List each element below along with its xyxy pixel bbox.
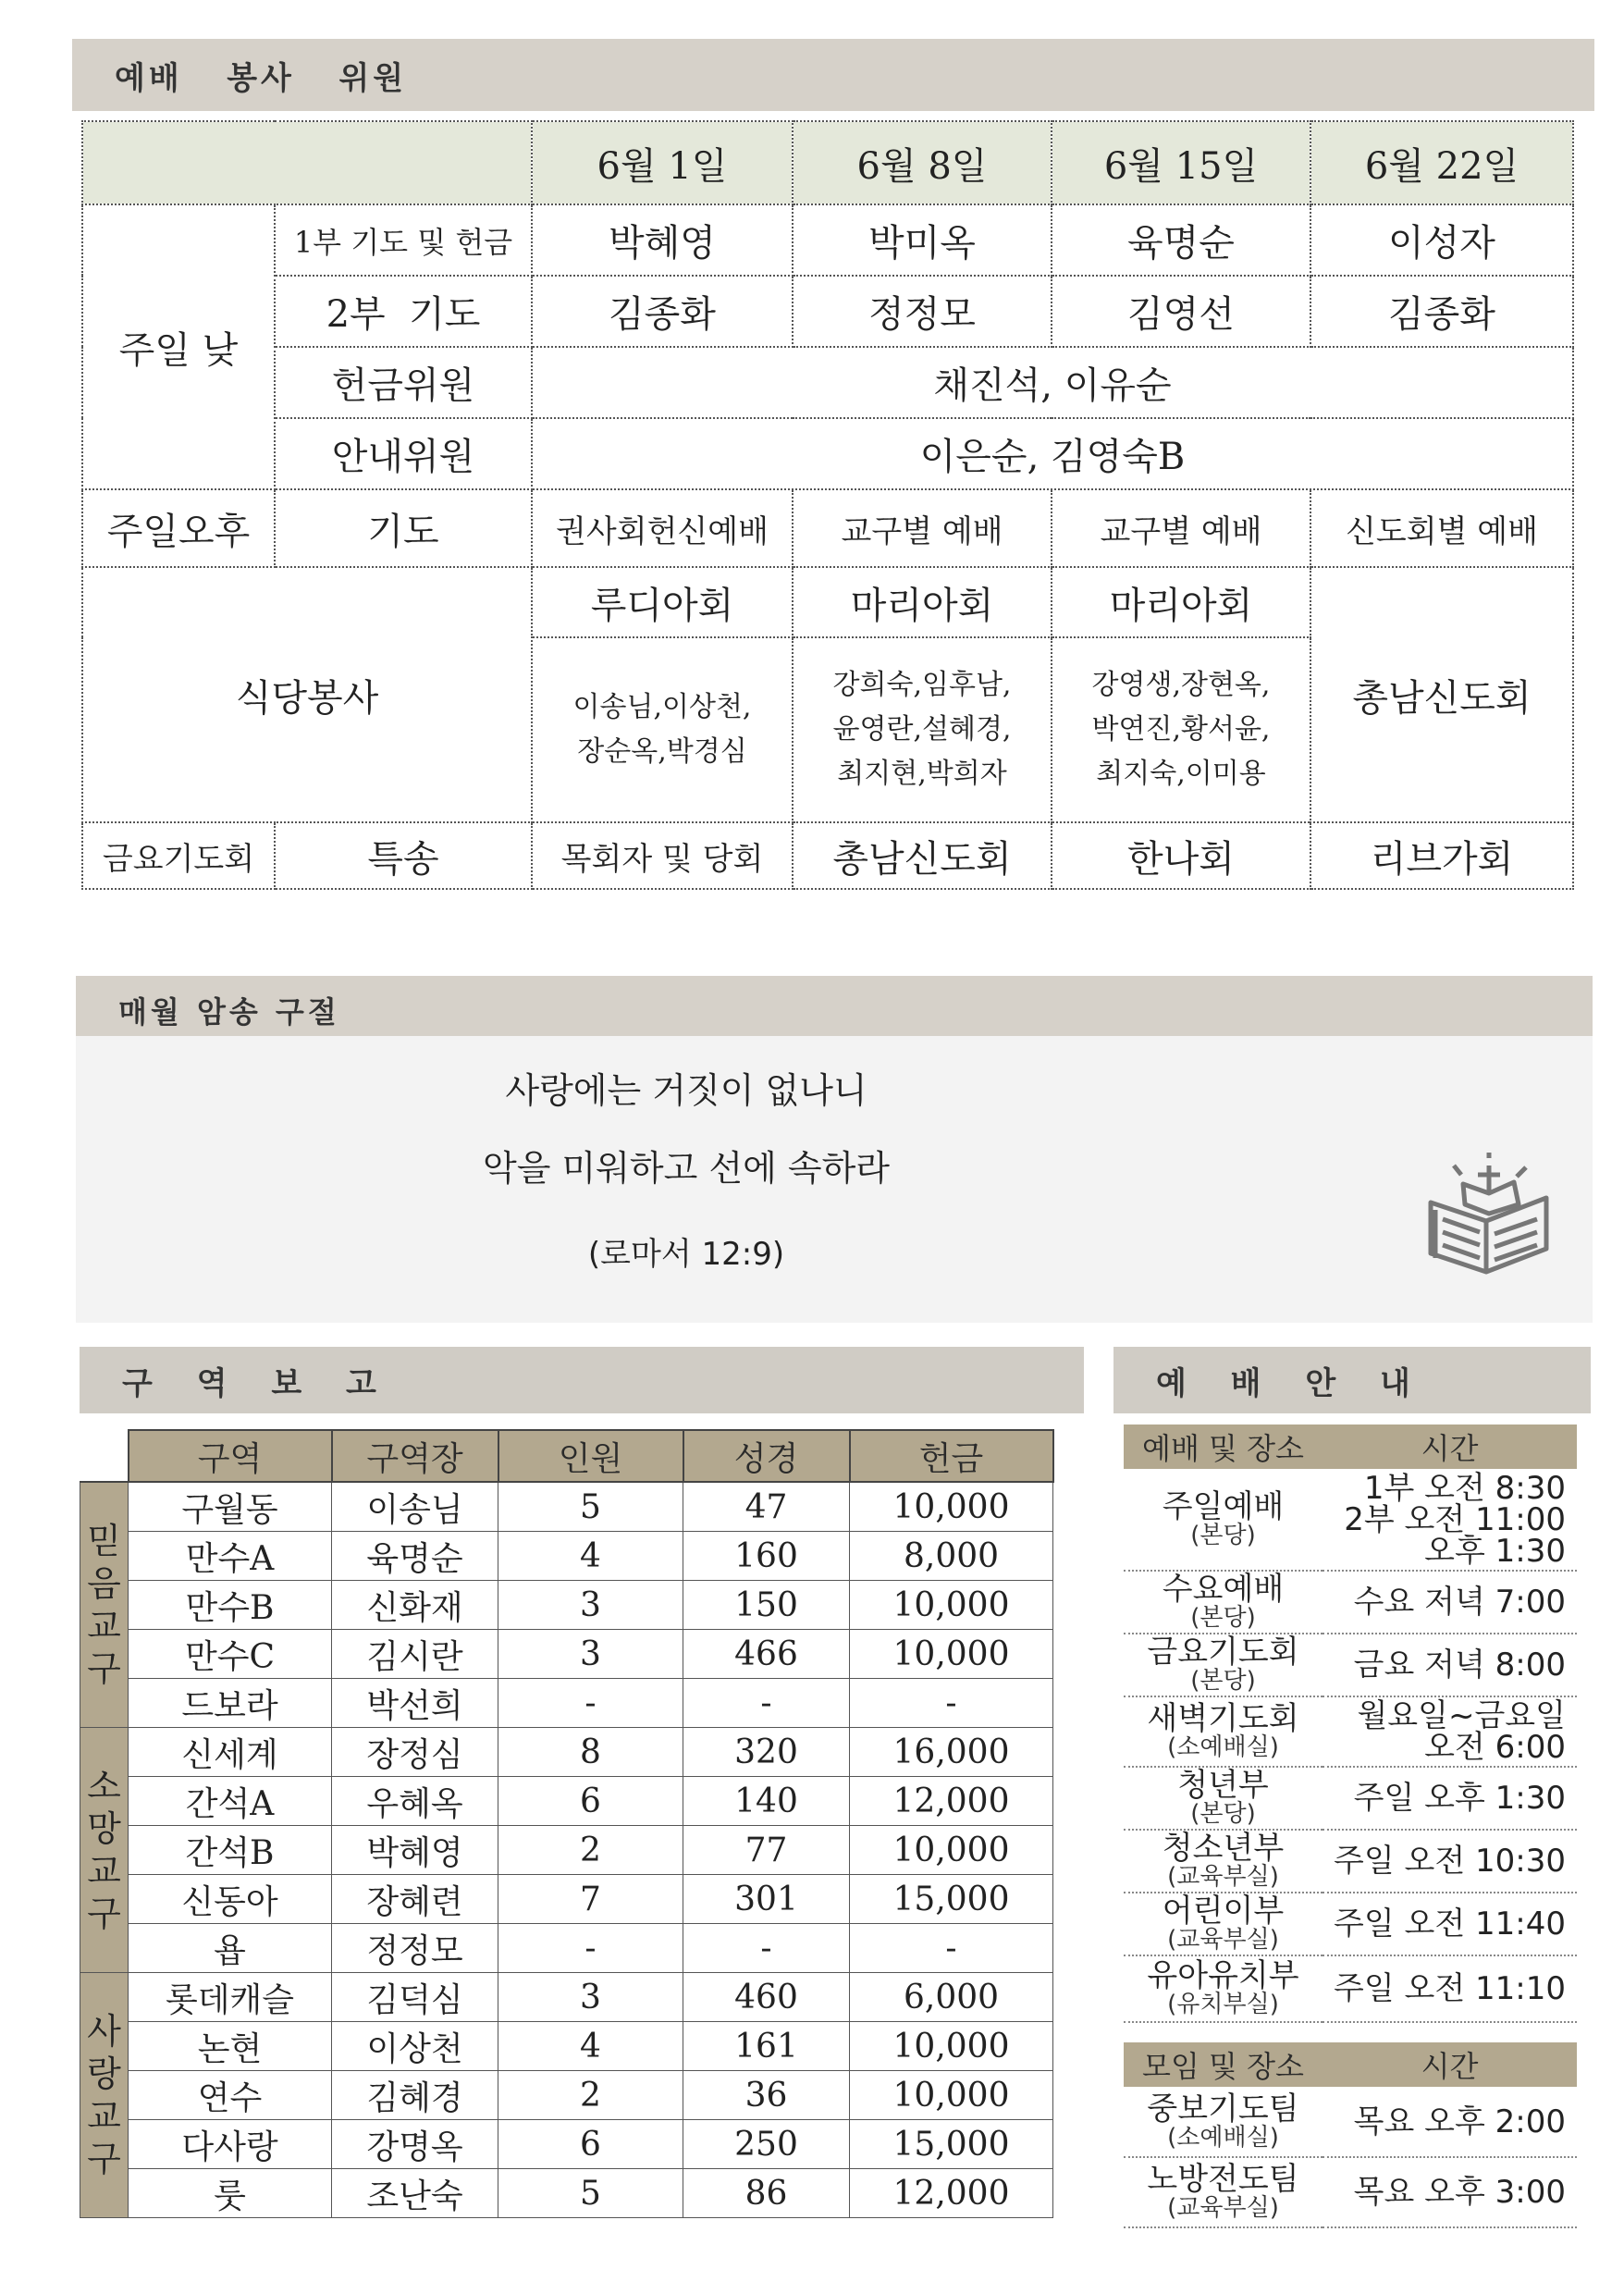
name-cell: 김종화 <box>1310 276 1573 347</box>
cafeteria-label: 식당봉사 <box>82 567 532 822</box>
member-line: 장순옥,박경심 <box>577 735 747 768</box>
schedule-name-cell <box>1124 1634 1323 1696</box>
worship-title: 예 배 안 내 <box>1156 1364 1427 1402</box>
service-place: (본당) <box>1190 1667 1256 1695</box>
name-cell: 정정모 <box>793 276 1052 347</box>
name-cell: 김영선 <box>1052 276 1310 347</box>
col-header: 시간 <box>1323 1424 1577 1469</box>
district-body <box>80 1482 1053 2218</box>
table-cell: 466 <box>683 1630 850 1679</box>
table-cell: 86 <box>683 2169 850 2218</box>
service-place: (본당) <box>1190 1521 1256 1549</box>
schedule-row <box>1124 1893 1577 1955</box>
table-cell: 신세계 <box>129 1728 332 1777</box>
schedule-name-cell <box>1124 1767 1323 1830</box>
verse-box <box>76 1036 1593 1323</box>
table-cell: 36 <box>683 2071 850 2120</box>
member-line: 최지숙,이미용 <box>1096 758 1266 790</box>
table-cell: 47 <box>683 1482 850 1532</box>
service-name: 주일예배 <box>1162 1487 1285 1525</box>
table-cell: 5 <box>498 1482 683 1532</box>
table-row <box>80 1777 1053 1826</box>
role-label: 안내위원 <box>275 418 532 489</box>
service-place: (교육부실) <box>1167 2194 1279 2222</box>
schedule-name-cell <box>1124 1571 1323 1634</box>
service-time: 주일 오전 10:30 <box>1323 1830 1577 1893</box>
service-time: 수요 저녁 7:00 <box>1323 1571 1577 1634</box>
table-cell: 10,000 <box>850 1630 1053 1679</box>
table-row <box>80 1728 1053 1777</box>
table-cell: 5 <box>498 2169 683 2218</box>
table-cell: 4 <box>498 2022 683 2071</box>
member-line: 최지현,박희자 <box>837 758 1007 790</box>
table-cell: 연수 <box>129 2071 332 2120</box>
table-cell: 김덕심 <box>332 1973 498 2022</box>
name-cell: 육명순 <box>1052 204 1310 276</box>
parish-label: 사랑교구 <box>80 1973 129 2218</box>
verse-reference: (로마서 12:9) <box>587 1236 785 1273</box>
name-cell: 이성자 <box>1310 204 1573 276</box>
table-cell: 460 <box>683 1973 850 2022</box>
table-row <box>80 1875 1053 1924</box>
district-table <box>80 1429 1054 2218</box>
schedule-row <box>1124 1634 1577 1696</box>
role-label: 특송 <box>275 822 532 889</box>
role-label: 2부 기도 <box>275 276 532 347</box>
table-cell: 만수C <box>129 1630 332 1679</box>
schedule-name-cell <box>1124 2087 1323 2157</box>
schedule-row <box>1124 1469 1577 1571</box>
offering-committee-names: 채진석, 이유순 <box>532 347 1573 418</box>
table-cell: - <box>683 1679 850 1728</box>
service-place: (소예배실) <box>1167 1733 1279 1761</box>
service-time: 목요 오후 2:00 <box>1323 2087 1577 2157</box>
table-row <box>80 2169 1053 2218</box>
friday-label: 금요기도회 <box>82 822 275 889</box>
table-row <box>80 2120 1053 2169</box>
meeting-table <box>1124 2042 1577 2228</box>
cafeteria-members <box>532 637 793 822</box>
parish-label: 소망교구 <box>80 1728 129 1973</box>
table-cell: 이송님 <box>332 1482 498 1532</box>
cafeteria-group: 루디아회 <box>532 567 793 637</box>
service-place: (본당) <box>1190 1604 1256 1632</box>
table-cell: 논현 <box>129 2022 332 2071</box>
table-cell: 3 <box>498 1581 683 1630</box>
table-cell: 250 <box>683 2120 850 2169</box>
role-label: 헌금위원 <box>275 347 532 418</box>
verse-line-1: 사랑에는 거짓이 없나니 <box>505 1070 867 1111</box>
header-blank <box>82 121 532 204</box>
serving-table <box>81 120 1574 890</box>
table-cell: 140 <box>683 1777 850 1826</box>
service-place: (교육부실) <box>1167 1863 1279 1891</box>
table-cell: 6 <box>498 1777 683 1826</box>
col-header: 성경 <box>683 1430 850 1482</box>
name-cell: 리브가회 <box>1310 822 1573 889</box>
worship-table <box>1124 1424 1577 2023</box>
table-cell: - <box>498 1679 683 1728</box>
date-4: 6월 22일 <box>1310 121 1573 204</box>
col-header: 구역 <box>129 1430 332 1482</box>
table-cell: 10,000 <box>850 1581 1053 1630</box>
table-cell: 150 <box>683 1581 850 1630</box>
verse-title: 매월 암송 구절 <box>118 994 340 1030</box>
table-cell: 320 <box>683 1728 850 1777</box>
member-line: 박연진,황서윤, <box>1091 713 1271 746</box>
name-cell: 한나회 <box>1052 822 1310 889</box>
date-3: 6월 15일 <box>1052 121 1310 204</box>
service-place: (본당) <box>1190 1800 1256 1828</box>
service-name: 청소년부 <box>1162 1830 1285 1867</box>
member-line: 강희숙,임후남, <box>832 669 1012 701</box>
member-line: 이송님,이상천, <box>572 691 752 723</box>
table-cell: 신화재 <box>332 1581 498 1630</box>
table-cell: 육명순 <box>332 1532 498 1581</box>
name-cell: 총남신도회 <box>793 822 1052 889</box>
cafeteria-members <box>1052 637 1310 822</box>
table-cell: 6,000 <box>850 1973 1053 2022</box>
table-row <box>80 1924 1053 1973</box>
table-cell: 10,000 <box>850 2071 1053 2120</box>
table-cell: 욥 <box>129 1924 332 1973</box>
serving-title: 예배 봉사 위원 <box>115 59 408 97</box>
schedule-name-cell <box>1124 2157 1323 2227</box>
sunday-day-label: 주일 낮 <box>82 204 275 489</box>
table-cell: 15,000 <box>850 2120 1053 2169</box>
service-name: 어린이부 <box>1162 1893 1285 1930</box>
table-cell: 8,000 <box>850 1532 1053 1581</box>
bible-icon <box>1417 1147 1556 1276</box>
schedule-row <box>1124 1696 1577 1767</box>
table-cell: 신동아 <box>129 1875 332 1924</box>
col-header: 시간 <box>1323 2042 1577 2087</box>
name-cell: 신도회별 예배 <box>1310 489 1573 567</box>
table-cell: 161 <box>683 2022 850 2071</box>
name-cell: 김종화 <box>532 276 793 347</box>
table-cell: 김혜경 <box>332 2071 498 2120</box>
table-cell: 드보라 <box>129 1679 332 1728</box>
cafeteria-last: 총남신도회 <box>1310 567 1573 822</box>
verse-line-2: 악을 미워하고 선에 속하라 <box>482 1148 891 1189</box>
table-cell: 12,000 <box>850 2169 1053 2218</box>
table-cell: 간석A <box>129 1777 332 1826</box>
col-header: 구역장 <box>332 1430 498 1482</box>
table-cell: 강명옥 <box>332 2120 498 2169</box>
service-place: (소예배실) <box>1167 2123 1279 2152</box>
service-time: 주일 오전 11:40 <box>1323 1893 1577 1955</box>
table-cell: 롯데캐슬 <box>129 1973 332 2022</box>
service-time: 금요 저녁 8:00 <box>1323 1634 1577 1696</box>
service-place: (교육부실) <box>1167 1926 1279 1954</box>
header-blank <box>80 1430 129 1482</box>
verse-section-header <box>76 976 1593 1044</box>
table-cell: 7 <box>498 1875 683 1924</box>
table-cell: 다사랑 <box>129 2120 332 2169</box>
table-cell: 우혜옥 <box>332 1777 498 1826</box>
table-cell: 10,000 <box>850 1482 1053 1532</box>
service-time: 월요일~금요일 오전 6:00 <box>1323 1696 1577 1767</box>
schedule-name-cell <box>1124 1955 1323 2022</box>
cafeteria-group: 마리아회 <box>1052 567 1310 637</box>
service-time: 주일 오후 1:30 <box>1323 1767 1577 1830</box>
name-cell: 박미옥 <box>793 204 1052 276</box>
col-header: 모임 및 장소 <box>1124 2042 1323 2087</box>
schedule-row <box>1124 2157 1577 2227</box>
col-header: 인원 <box>498 1430 683 1482</box>
table-cell: 룻 <box>129 2169 332 2218</box>
name-cell: 박혜영 <box>532 204 793 276</box>
member-line: 윤영란,설혜경, <box>832 713 1012 746</box>
table-cell: 10,000 <box>850 1826 1053 1875</box>
table-cell: 장정심 <box>332 1728 498 1777</box>
date-1: 6월 1일 <box>532 121 793 204</box>
service-name: 유아유치부 <box>1147 1957 1299 1994</box>
district-section-header <box>80 1347 1084 1413</box>
district-title: 구 역 보 고 <box>122 1364 393 1402</box>
table-cell: 박선희 <box>332 1679 498 1728</box>
table-row <box>80 1973 1053 2022</box>
table-cell: 정정모 <box>332 1924 498 1973</box>
table-cell: 만수A <box>129 1532 332 1581</box>
table-cell: 77 <box>683 1826 850 1875</box>
table-cell: 3 <box>498 1630 683 1679</box>
service-name: 노방전도팀 <box>1147 2161 1299 2198</box>
name-cell: 교구별 예배 <box>1052 489 1310 567</box>
table-cell: 김시란 <box>332 1630 498 1679</box>
schedule-name-cell <box>1124 1893 1323 1955</box>
usher-names: 이은순, 김영숙B <box>532 418 1573 489</box>
date-2: 6월 8일 <box>793 121 1052 204</box>
role-label: 기도 <box>275 489 532 567</box>
col-header: 헌금 <box>850 1430 1053 1482</box>
table-row <box>80 1482 1053 1532</box>
table-row <box>80 2071 1053 2120</box>
table-cell: 조난숙 <box>332 2169 498 2218</box>
table-cell: 6 <box>498 2120 683 2169</box>
table-cell: - <box>498 1924 683 1973</box>
parish-label: 믿음교구 <box>80 1482 129 1728</box>
service-time: 1부 오전 8:30 2부 오전 11:00 오후 1:30 <box>1323 1469 1577 1571</box>
service-name: 새벽기도회 <box>1147 1700 1299 1737</box>
table-cell: 301 <box>683 1875 850 1924</box>
name-cell: 목회자 및 당회 <box>532 822 793 889</box>
service-time: 목요 오후 3:00 <box>1323 2157 1577 2227</box>
table-cell: 박혜영 <box>332 1826 498 1875</box>
table-cell: 4 <box>498 1532 683 1581</box>
name-cell: 교구별 예배 <box>793 489 1052 567</box>
table-cell: 15,000 <box>850 1875 1053 1924</box>
service-place: (유치부실) <box>1167 1991 1279 2018</box>
table-cell: 구월동 <box>129 1482 332 1532</box>
table-cell: 12,000 <box>850 1777 1053 1826</box>
col-header: 예배 및 장소 <box>1124 1424 1323 1469</box>
schedule-name-cell <box>1124 1830 1323 1893</box>
schedule-row <box>1124 2087 1577 2157</box>
table-cell: 10,000 <box>850 2022 1053 2071</box>
table-row <box>80 1532 1053 1581</box>
schedule-row <box>1124 1830 1577 1893</box>
table-cell: - <box>850 1924 1053 1973</box>
cafeteria-group: 마리아회 <box>793 567 1052 637</box>
table-cell: 2 <box>498 2071 683 2120</box>
sunday-pm-label: 주일오후 <box>82 489 275 567</box>
service-name: 중보기도팀 <box>1147 2090 1299 2128</box>
schedule-name-cell <box>1124 1469 1323 1571</box>
service-name: 금요기도회 <box>1147 1634 1299 1671</box>
table-row <box>80 1581 1053 1630</box>
serving-section-header <box>72 39 1594 111</box>
service-name: 수요예배 <box>1162 1571 1285 1608</box>
worship-section-header <box>1113 1347 1591 1413</box>
table-cell: 16,000 <box>850 1728 1053 1777</box>
role-label: 1부 기도 및 헌금 <box>275 204 532 276</box>
name-cell: 권사회헌신예배 <box>532 489 793 567</box>
schedule-name-cell <box>1124 1696 1323 1767</box>
member-line: 강영생,장현옥, <box>1091 669 1271 701</box>
table-row <box>80 2022 1053 2071</box>
service-time: 주일 오전 11:10 <box>1323 1955 1577 2022</box>
service-name: 청년부 <box>1177 1767 1269 1804</box>
table-cell: 8 <box>498 1728 683 1777</box>
table-cell: 160 <box>683 1532 850 1581</box>
table-cell: 만수B <box>129 1581 332 1630</box>
table-row <box>80 1630 1053 1679</box>
table-row <box>80 1679 1053 1728</box>
schedule-row <box>1124 1767 1577 1830</box>
table-cell: 간석B <box>129 1826 332 1875</box>
table-cell: - <box>683 1924 850 1973</box>
table-cell: - <box>850 1679 1053 1728</box>
table-cell: 이상천 <box>332 2022 498 2071</box>
table-cell: 장혜련 <box>332 1875 498 1924</box>
cafeteria-members <box>793 637 1052 822</box>
table-cell: 3 <box>498 1973 683 2022</box>
table-row <box>80 1826 1053 1875</box>
table-cell: 2 <box>498 1826 683 1875</box>
schedule-row <box>1124 1571 1577 1634</box>
schedule-row <box>1124 1955 1577 2022</box>
